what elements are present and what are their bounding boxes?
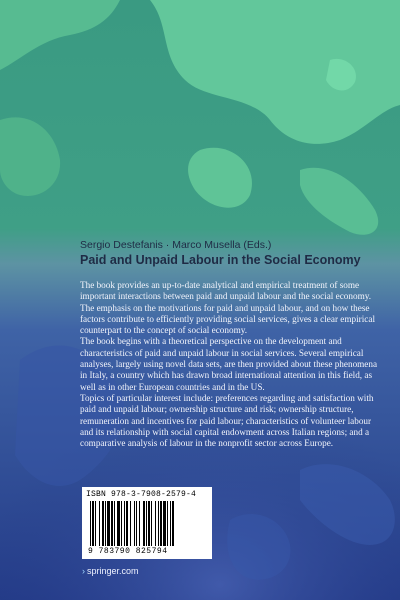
barcode-bar bbox=[130, 501, 131, 546]
barcode-bar bbox=[155, 501, 156, 546]
barcode-icon bbox=[90, 501, 204, 546]
barcode-bar bbox=[92, 501, 94, 546]
springer-arrow-icon: › bbox=[82, 566, 85, 576]
barcode-bar bbox=[136, 501, 137, 546]
barcode-bar bbox=[143, 501, 145, 546]
barcode-bar bbox=[148, 501, 150, 546]
book-description bbox=[80, 280, 380, 449]
barcode-bar bbox=[126, 501, 128, 546]
publisher-url: springer.com bbox=[87, 566, 139, 576]
barcode-bar bbox=[163, 501, 166, 546]
barcode-bar bbox=[90, 501, 91, 546]
isbn-text: ISBN 978-3-7908-2579-4 bbox=[86, 490, 197, 499]
barcode-bar bbox=[111, 501, 113, 546]
isbn-barcode-label bbox=[82, 487, 212, 559]
barcode-bar bbox=[146, 501, 147, 546]
description-paragraph: Topics of particular interest include: preferences regarding and satisfaction with paid and unpaid labour; ownership structure and risk; ownership structure, remuneration and incentives for paid labour; characteristics of volunteer labour and its relationship with social capital endowment across Italian regions; and a comparative analysis of labour in the nonprofit sector across Europe. bbox=[80, 392, 374, 449]
book-editors: Sergio Destefanis · Marco Musella (Eds.) bbox=[80, 239, 272, 251]
barcode-bar bbox=[124, 501, 125, 546]
description-paragraph: The book provides an up-to-date analytical and empirical treatment of some important interactions between paid and unpaid labour and the social economy. The emphasis on the motivations for paid and unpaid labour, and on how these factors contribute to efficiently providing social services, gives a clear empirical counterpart to the concept of social economy. bbox=[80, 280, 375, 336]
barcode-bar bbox=[134, 501, 135, 546]
barcode-bar bbox=[167, 501, 168, 546]
barcode-bar bbox=[105, 501, 106, 546]
barcode-bar bbox=[107, 501, 110, 546]
barcode-bar bbox=[170, 501, 171, 546]
barcode-number: 9 783790 825794 bbox=[88, 547, 168, 556]
barcode-bar bbox=[117, 501, 120, 546]
barcode-bar bbox=[158, 501, 159, 546]
barcode-bar bbox=[121, 501, 122, 546]
barcode-bar bbox=[99, 501, 100, 546]
barcode-bar bbox=[114, 501, 115, 546]
barcode-bar bbox=[139, 501, 140, 546]
barcode-bar bbox=[151, 501, 152, 546]
barcode-bar bbox=[160, 501, 162, 546]
barcode-bar bbox=[102, 501, 104, 546]
publisher-link[interactable] bbox=[82, 566, 139, 576]
description-paragraph: The book begins with a theoretical perspective on the development and characteristics of paid and unpaid labour in social services. Several empirical analyses, largely using novel data sets, are then provided about these phenomena in Italy, a country which has drawn broad international attention in this field, as well as in other European countries and in the US. bbox=[80, 336, 378, 392]
book-title: Paid and Unpaid Labour in the Social Economy bbox=[80, 253, 361, 267]
barcode-bar bbox=[95, 501, 96, 546]
barcode-bar bbox=[172, 501, 174, 546]
